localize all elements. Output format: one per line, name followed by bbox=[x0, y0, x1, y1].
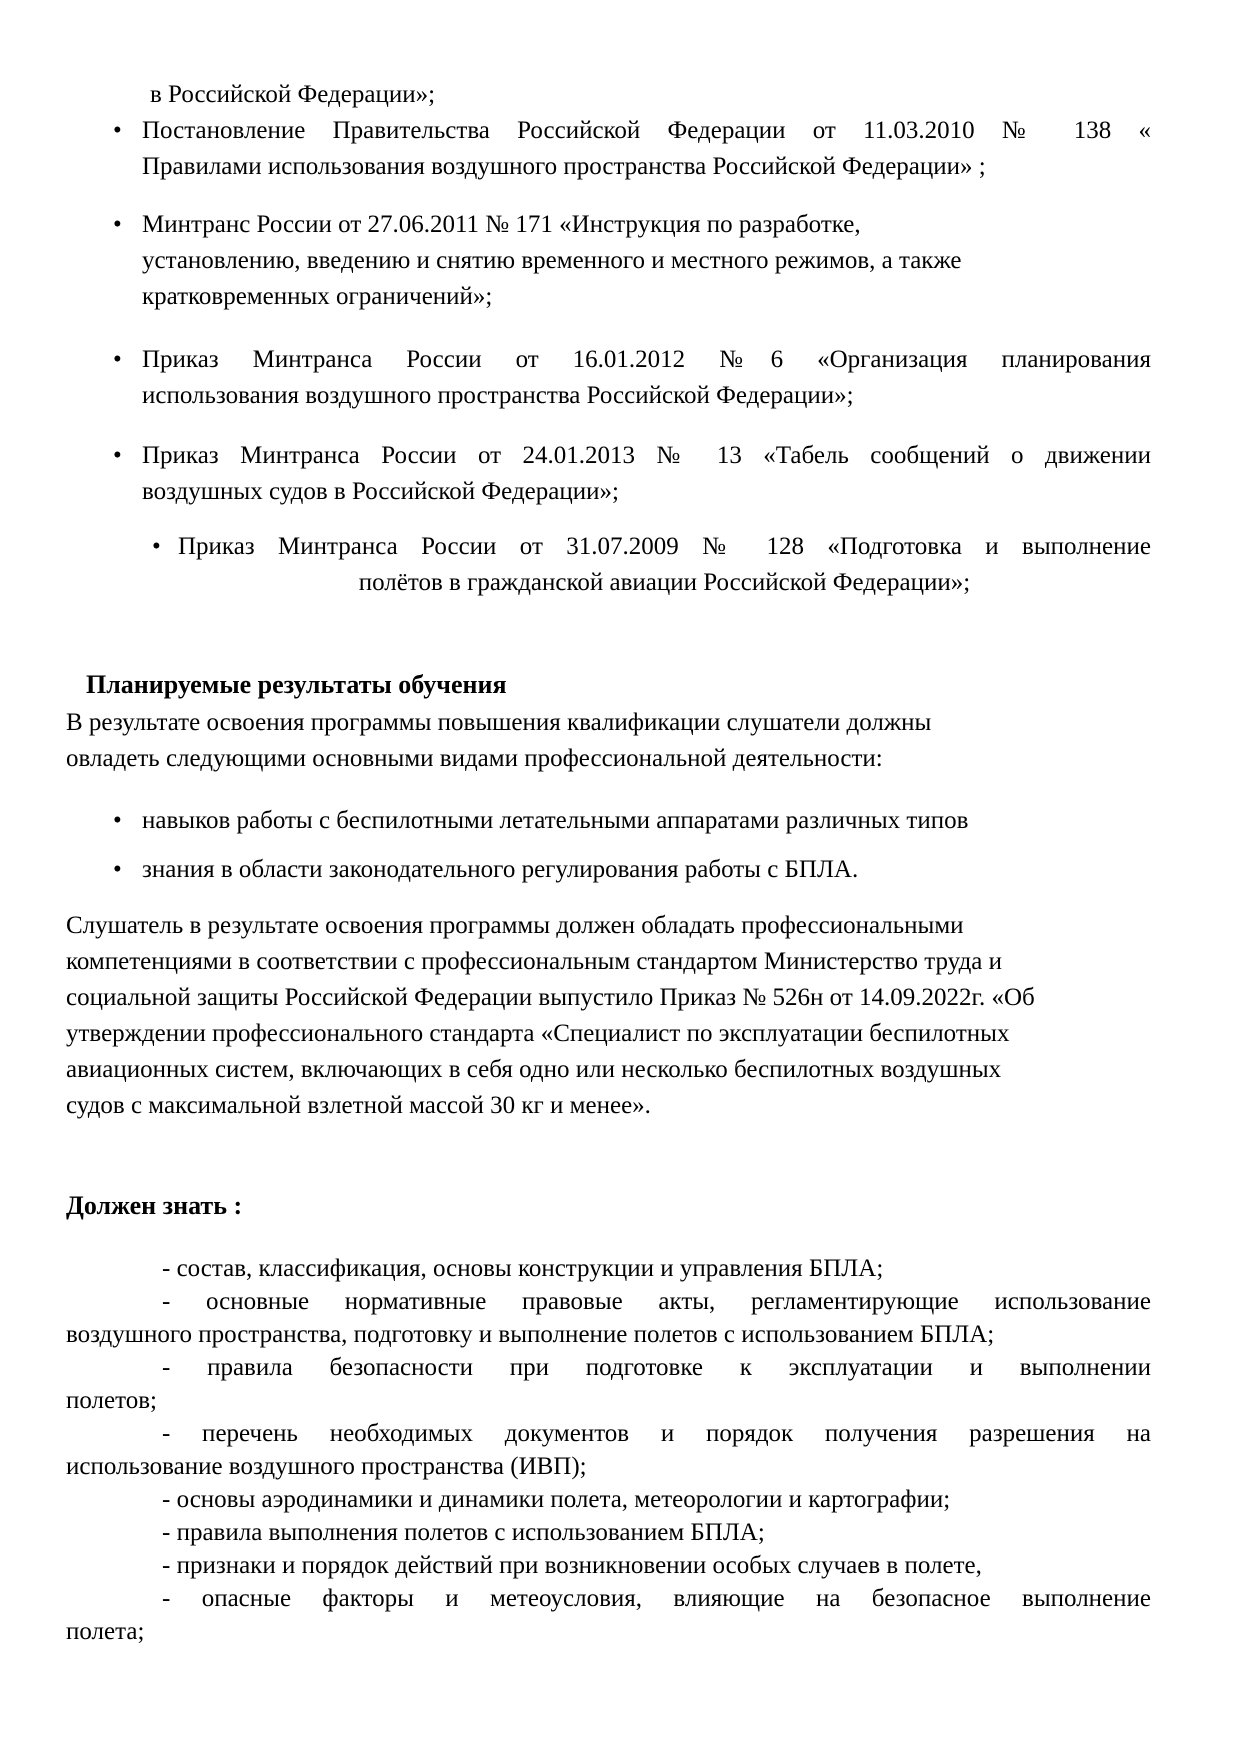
must-know-item bbox=[66, 1516, 1151, 1549]
list-item-line: Приказ Минтранса России от 31.07.2009 № 128 «Подготовка и выполнение bbox=[178, 533, 1151, 560]
paragraph-line: - состав, классификация, основы конструкции и управления БПЛА; bbox=[162, 1255, 884, 1282]
list-item-line: навыков работы с беспилотными летательными аппаратами различных типов bbox=[142, 807, 969, 834]
must-know-item bbox=[66, 1417, 1151, 1483]
paragraph-line: овладеть следующими основными видами профессиональной деятельности: bbox=[66, 745, 883, 772]
list-item bbox=[66, 207, 1151, 315]
paragraph-line: в Российской Федерации»; bbox=[150, 81, 436, 108]
list-item-line: Постановление Правительства Российской Федерации от 11.03.2010 № 138 « bbox=[142, 117, 1151, 144]
paragraph-line: Слушатель в результате освоения программы должен обладать профессиональными bbox=[66, 912, 964, 939]
must-know-item bbox=[66, 1252, 1151, 1285]
must-know-item bbox=[66, 1582, 1151, 1648]
regulations-list bbox=[66, 113, 1151, 601]
paragraph-line: - основы аэродинамики и динамики полета, метеорологии и картографии; bbox=[162, 1486, 951, 1513]
bullet-marker: • bbox=[113, 856, 122, 883]
bullet-marker: • bbox=[113, 442, 122, 469]
list-item bbox=[66, 342, 1151, 414]
paragraph-line: - признаки и порядок действий при возникновении особых случаев в полете, bbox=[162, 1552, 982, 1579]
list-item bbox=[66, 438, 1151, 510]
list-item bbox=[66, 529, 1151, 601]
section-heading-must-know: Должен знать : bbox=[66, 1191, 243, 1220]
paragraph-line: - правила безопасности при подготовке к эксплуатации и выполнении bbox=[162, 1354, 1151, 1381]
list-item-line: кратковременных ограничений»; bbox=[142, 283, 493, 310]
list-item-line: использования воздушного пространства Российской Федерации»; bbox=[142, 382, 854, 409]
list-item-line: Приказ Минтранса России от 24.01.2013 № 13 «Табель сообщений о движении bbox=[142, 442, 1151, 469]
paragraph-line: авиационных систем, включающих в себя одно или несколько беспилотных воздушных bbox=[66, 1056, 1002, 1083]
must-know-item bbox=[66, 1483, 1151, 1516]
list-item bbox=[66, 852, 1151, 888]
paragraph-line: полетов; bbox=[66, 1387, 157, 1414]
list-item-line: полётов в гражданской авиации Российской Федерации»; bbox=[358, 569, 971, 596]
list-item-line: воздушных судов в Российской Федерации»; bbox=[142, 478, 619, 505]
list-item-line: знания в области законодательного регулирования работы с БПЛА. bbox=[142, 856, 859, 883]
paragraph-line: судов с максимальной взлетной массой 30 кг и менее». bbox=[66, 1092, 651, 1119]
list-item-line: Правилами использования воздушного пространства Российской Федерации» ; bbox=[142, 153, 986, 180]
bullet-marker: • bbox=[152, 533, 161, 560]
results-intro bbox=[66, 705, 1151, 777]
paragraph-line: воздушного пространства, подготовку и выполнение полетов с использованием БПЛА; bbox=[66, 1321, 995, 1348]
bullet-marker: • bbox=[113, 117, 122, 144]
competency-paragraph bbox=[66, 908, 1151, 1124]
paragraph-line: В результате освоения программы повышения квалификации слушатели должны bbox=[66, 709, 932, 736]
paragraph-line: - опасные факторы и метеоусловия, влияющие на безопасное выполнение bbox=[162, 1585, 1151, 1612]
paragraph-line: использование воздушного пространства (ИВП); bbox=[66, 1453, 587, 1480]
bullet-marker: • bbox=[113, 807, 122, 834]
paragraph-line: утверждении профессионального стандарта «Специалист по эксплуатации беспилотных bbox=[66, 1020, 1010, 1047]
must-know-item bbox=[66, 1351, 1151, 1417]
list-item-line: установлению, введению и снятию временного и местного режимов, а также bbox=[142, 247, 962, 274]
section-heading-results: Планируемые результаты обучения bbox=[86, 670, 507, 699]
paragraph-line: компетенциями в соответствии с профессиональным стандартом Министерство труда и bbox=[66, 948, 1003, 975]
paragraph-line: социальной защиты Российской Федерации выпустило Приказ № 526н от 14.09.2022г. «Об bbox=[66, 984, 1035, 1011]
must-know-item bbox=[66, 1285, 1151, 1351]
must-know-item bbox=[66, 1549, 1151, 1582]
paragraph-line: - правила выполнения полетов с использованием БПЛА; bbox=[162, 1519, 765, 1546]
list-item-line: Приказ Минтранса России от 16.01.2012 №6 «Организация планирования bbox=[142, 346, 1151, 373]
paragraph-line: полета; bbox=[66, 1618, 145, 1645]
list-item bbox=[66, 803, 1151, 839]
paragraph-line: - перечень необходимых документов и порядок получения разрешения на bbox=[162, 1420, 1151, 1447]
list-item-line: Минтранс России от 27.06.2011 № 171 «Инструкция по разработке, bbox=[142, 211, 861, 238]
bullet-marker: • bbox=[113, 346, 122, 373]
paragraph-line: - основные нормативные правовые акты, регламентирующие использование bbox=[162, 1288, 1151, 1315]
list-item bbox=[66, 113, 1151, 185]
bullet-marker: • bbox=[113, 211, 122, 238]
must-know-list bbox=[66, 1252, 1151, 1648]
